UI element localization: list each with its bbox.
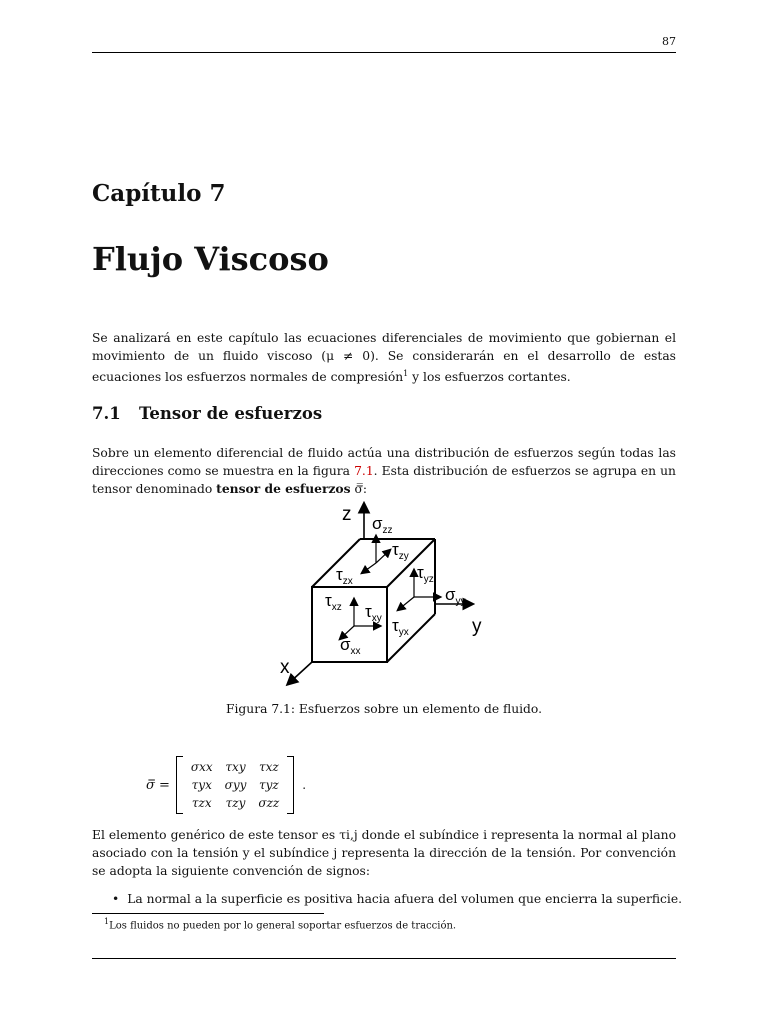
p2-part1: Sobre un elemento diferencial de fluido actúa una distribución de esfuerzos según todas las direcciones como se muestra en la figura xyxy=(92,446,676,478)
matrix-cell: σxx xyxy=(190,760,213,774)
header-rule xyxy=(92,52,676,53)
matrix-cell: σzz xyxy=(258,796,280,810)
matrix-table xyxy=(185,758,285,812)
paragraph-3: El elemento genérico de este tensor es τi,j donde el subíndice i representa la normal al plano asociado con la tensión y el subíndice j representa la dirección de la tensión. Por convención se adopta la siguiente convención de signos: xyxy=(92,828,676,878)
page-number: 87 xyxy=(662,35,676,48)
label-tau-xz: $\tau_{xz}$ xyxy=(325,591,342,613)
matrix-trailing-period: . xyxy=(302,778,307,792)
chapter-label: Capítulo 7 xyxy=(92,180,226,207)
matrix-cell: τyx xyxy=(191,778,212,792)
matrix-cell: τzy xyxy=(225,796,246,810)
stress-cube-figure xyxy=(272,498,502,697)
paragraph-2 xyxy=(92,444,676,498)
axis-label-z: z xyxy=(342,504,352,525)
tau-zy-arrow xyxy=(376,550,390,563)
matrix-row xyxy=(185,758,285,776)
matrix-cell: σyy xyxy=(224,778,247,792)
label-tau-yx: $\tau_{yx}$ xyxy=(392,616,409,638)
intro-paragraph xyxy=(92,329,676,386)
matrix-cell: τxy xyxy=(225,760,246,774)
stress-tensor-matrix xyxy=(146,756,306,814)
stress-cube-diagram xyxy=(272,498,502,693)
label-tau-zx: $\tau_{zx}$ xyxy=(336,565,353,587)
figure-caption: Figura 7.1: Esfuerzos sobre un elemento de fluido. xyxy=(225,702,543,716)
axis-label-x: x xyxy=(280,657,290,678)
footnote xyxy=(104,917,456,931)
label-tau-xy: $\tau_{xy}$ xyxy=(365,602,382,624)
matrix-cell: τyz xyxy=(258,778,279,792)
footnote-text: Los fluidos no pueden por lo general soportar esfuerzos de tracción. xyxy=(109,920,457,932)
p2-part3: σ̿: xyxy=(350,482,368,496)
p2-part2: . Esta distribución de esfuerzos se agrupa en un tensor denominado xyxy=(92,464,676,496)
matrix-cell: τzx xyxy=(191,796,212,810)
intro-text-2: y los esfuerzos cortantes. xyxy=(408,370,571,385)
label-sigma-yy: $\sigma_{yy}$ xyxy=(445,585,466,607)
bullet-marker: • xyxy=(112,892,120,906)
bullet-text: La normal a la superficie es positiva hacia afuera del volumen que encierra la superficie. xyxy=(127,892,683,906)
matrix-lhs: σ̿ = xyxy=(146,777,170,793)
footnote-number: 1 xyxy=(104,917,110,926)
x-axis-arrow xyxy=(288,662,312,684)
matrix-left-bracket xyxy=(176,756,183,814)
section-title: Tensor de esfuerzos xyxy=(139,404,323,423)
matrix-row xyxy=(185,776,285,794)
intro-text-1: Se analizará en este capítulo las ecuaciones diferenciales de movimiento que gobiernan el movimiento de un fluido viscoso (μ ≠ 0). Se considerarán en el desarrollo de estas ecuaciones los esfuerzos normales de compresión xyxy=(92,331,676,385)
label-tau-yz: $\tau_{yz}$ xyxy=(417,563,434,585)
matrix-right-bracket xyxy=(287,756,294,814)
axis-label-y: y xyxy=(472,616,482,637)
tau-zx-arrow xyxy=(362,563,376,573)
matrix-cell: τxz xyxy=(258,760,279,774)
label-sigma-xx: $\sigma_{xx}$ xyxy=(340,635,361,657)
footnote-rule xyxy=(92,913,324,914)
p2-bold-term: tensor de esfuerzos xyxy=(216,481,351,496)
bullet-item xyxy=(112,892,682,906)
matrix-row xyxy=(185,794,285,812)
tau-yx-arrow xyxy=(398,597,414,610)
label-tau-zy: $\tau_{zy}$ xyxy=(392,540,409,562)
section-number: 7.1 xyxy=(92,404,121,423)
chapter-title: Flujo Viscoso xyxy=(92,240,329,278)
figure-link[interactable]: 7.1 xyxy=(354,464,374,478)
footer-rule xyxy=(92,958,676,959)
section-heading xyxy=(92,404,322,423)
footnote-mark: 1 xyxy=(403,369,409,378)
label-sigma-zz: $\sigma_{zz}$ xyxy=(372,514,393,536)
